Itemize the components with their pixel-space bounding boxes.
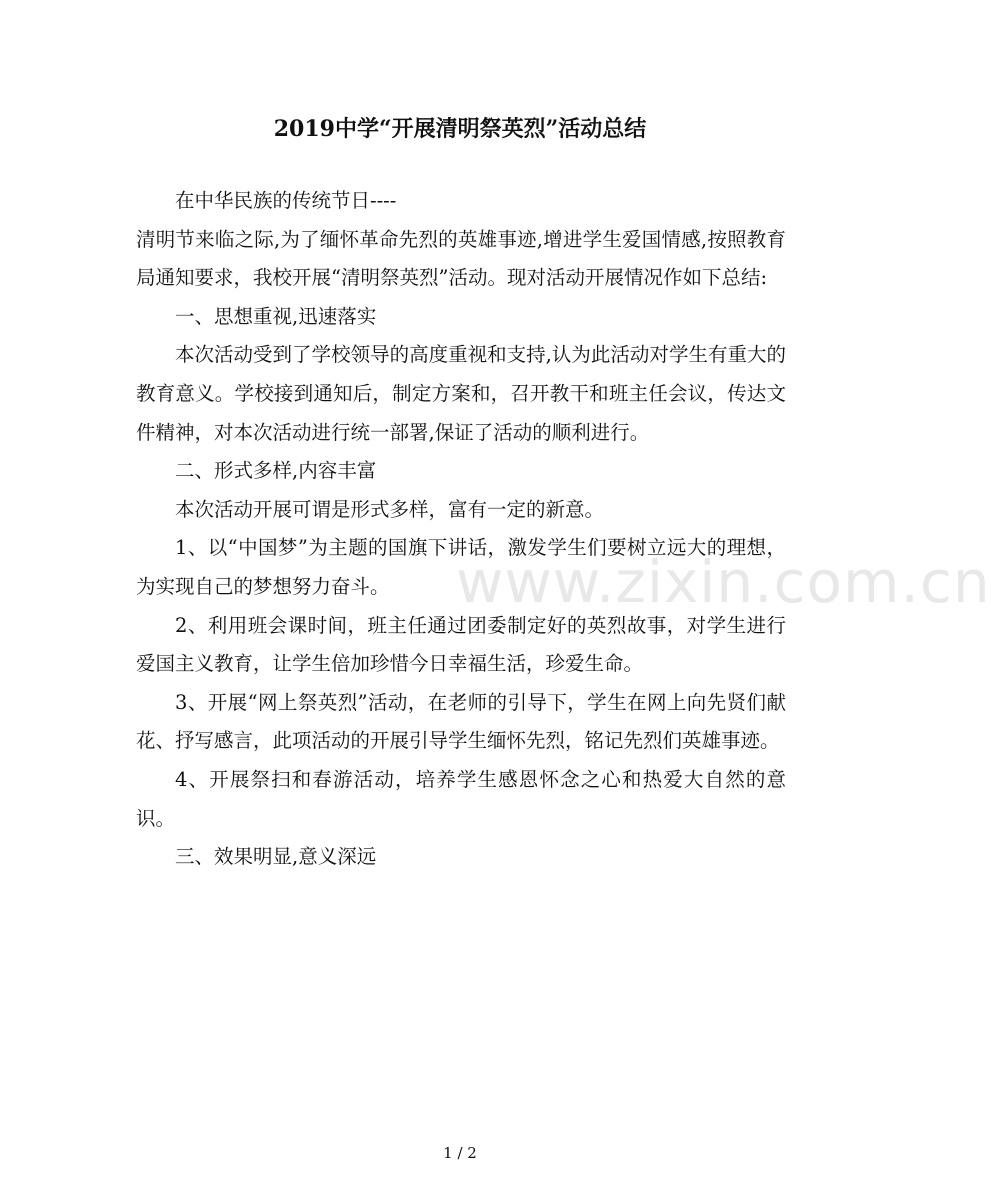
document-title: 2019中学“开展清明祭英烈”活动总结 bbox=[273, 116, 647, 142]
page-number: 1 / 2 bbox=[443, 1144, 477, 1162]
paragraph: 本次活动开展可谓是形式多样，富有一定的新意。 bbox=[175, 497, 605, 521]
list-item: 2、利用班会课时间，班主任通过团委制定好的英烈故事，对学生进行爱国主义教育，让学生倍加珍惜今日幸福生活，珍爱生命。 bbox=[136, 613, 786, 676]
list-item: 4、开展祭扫和春游活动，培养学生感恩怀念之心和热爱大自然的意识。 bbox=[136, 767, 786, 830]
watermark: www.zixin.com.cn bbox=[456, 548, 991, 616]
document-body bbox=[136, 182, 786, 877]
list-item: 3、开展“网上祭英烈”活动，在老师的引导下，学生在网上向先贤们献花、抒写感言，此项活动的开展引导学生缅怀先烈，铭记先烈们英雄事迹。 bbox=[136, 690, 786, 753]
paragraph: 本次活动受到了学校领导的高度重视和支持,认为此活动对学生有重大的教育意义。学校接到通知后，制定方案和，召开教干和班主任会议，传达文件精神，对本次活动进行统一部署,保证了活动的顺利进行。 bbox=[136, 343, 786, 444]
list-item: 1、以“中国梦”为主题的国旗下讲话，激发学生们要树立远大的理想，为实现自己的梦想努力奋斗。 bbox=[136, 536, 786, 598]
section-heading-2: 二、形式多样,内容丰富 bbox=[175, 459, 377, 483]
section-heading-3: 三、效果明显,意义深远 bbox=[175, 845, 377, 869]
paragraph-intro-continued: 清明节来临之际,为了缅怀革命先烈的英雄事迹,增进学生爱国情感,按照教育局通知要求，我校开展“清明祭英烈”活动。现对活动开展情况作如下总结: bbox=[136, 227, 786, 290]
paragraph-intro: 在中华民族的传统节日---- bbox=[175, 189, 397, 212]
section-heading-1: 一、思想重视,迅速落实 bbox=[175, 304, 377, 328]
